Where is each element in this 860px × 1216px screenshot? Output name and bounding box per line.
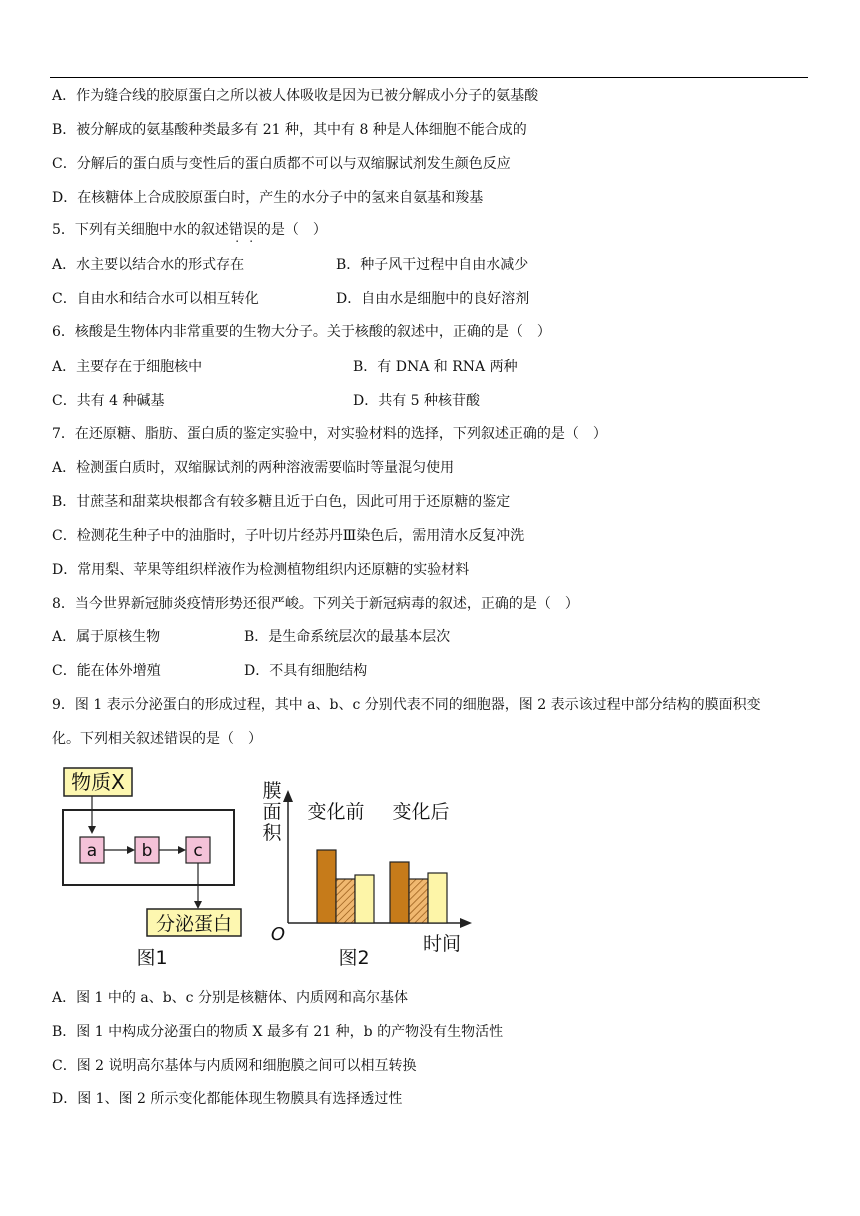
q7-option-c: C．检测花生种子中的油脂时，子叶切片经苏丹Ⅲ染色后，需用清水反复冲洗 <box>52 528 525 544</box>
q7-option-b: B．甘蔗茎和甜菜块根都含有较多糖且近于白色，因此可用于还原糖的鉴定 <box>52 494 511 510</box>
figure-1-caption: 图1 <box>136 947 168 969</box>
q8-option-a: A．属于原核生物 <box>52 629 161 645</box>
q5-stem-before: 5．下列有关细胞中水的叙述 <box>52 222 229 238</box>
q5-option-d: D．自由水是细胞中的良好溶剂 <box>336 291 530 307</box>
q9-stem-line-1: 9．图 1 表示分泌蛋白的形成过程，其中 a、b、c 分别代表不同的细胞器，图 2 表示该过程中部分结构的膜面积变 <box>52 697 761 713</box>
q5-option-a: A．水主要以结合水的形式存在 <box>52 257 245 273</box>
figure-2 <box>262 780 472 969</box>
x-axis-arrowhead <box>460 918 472 928</box>
q5-stem <box>52 220 327 240</box>
q8-option-b: B．是生命系统层次的最基本层次 <box>244 629 451 645</box>
q9-option-b: B．图 1 中构成分泌蛋白的物质 X 最多有 21 种，b 的产物没有生物活性 <box>52 1024 504 1040</box>
bar-before-hatched <box>336 879 355 923</box>
q9-option-d: D．图 1、图 2 所示变化都能体现生物膜具有选择透过性 <box>52 1091 403 1107</box>
q9-option-a: A．图 1 中的 a、b、c 分别是核糖体、内质网和高尔基体 <box>52 990 408 1006</box>
q9-option-c: C．图 2 说明高尔基体与内质网和细胞膜之间可以相互转换 <box>52 1058 417 1074</box>
q6-option-a: A．主要存在于细胞核中 <box>52 359 203 375</box>
q4-option-a: A．作为缝合线的胶原蛋白之所以被人体吸收是因为已被分解成小分子的氨基酸 <box>52 88 539 104</box>
arrow-x-to-a-head <box>88 826 96 834</box>
q8-option-c: C．能在体外增殖 <box>52 663 161 679</box>
q5-option-c: C．自由水和结合水可以相互转化 <box>52 291 259 307</box>
q5-stem-after: 的是（ ） <box>256 222 327 238</box>
q6-option-c: C．共有 4 种碱基 <box>52 393 165 409</box>
secreted-protein-label: 分泌蛋白 <box>155 913 233 935</box>
legend-after: 变化后 <box>392 801 450 823</box>
header-rule <box>50 77 808 78</box>
q6-option-d: D．共有 5 种核苷酸 <box>353 393 481 409</box>
bar-before-light <box>355 875 374 923</box>
x-axis-label: 时间 <box>422 933 462 955</box>
q4-option-b: B．被分解成的氨基酸种类最多有 21 种，其中有 8 种是人体细胞不能合成的 <box>52 122 527 138</box>
q4-option-c: C．分解后的蛋白质与变性后的蛋白质都不可以与双缩脲试剂发生颜色反应 <box>52 156 511 172</box>
arrow-c-to-output-head <box>194 901 202 909</box>
organelle-a-label: a <box>86 841 98 861</box>
organelle-b-label: b <box>141 841 153 861</box>
q8-stem: 8．当今世界新冠肺炎疫情形势还很严峻。下列关于新冠病毒的叙述，正确的是（ ） <box>52 596 579 612</box>
figure-1 <box>63 768 241 969</box>
substance-x-label: 物质X <box>71 770 125 794</box>
bar-after-hatched <box>409 879 428 923</box>
q6-stem: 6．核酸是生物体内非常重要的生物大分子。关于核酸的叙述中，正确的是（ ） <box>52 324 551 340</box>
q5-option-b: B．种子风干过程中自由水减少 <box>336 257 529 273</box>
bar-after-light <box>428 873 447 923</box>
q6-option-b: B．有 DNA 和 RNA 两种 <box>353 359 518 375</box>
legend-before: 变化前 <box>307 801 365 823</box>
arrow-b-to-c-head <box>178 846 186 854</box>
q5-stem-emphasis-1: 错 <box>228 222 243 238</box>
q5-stem-emphasis-2: 误 <box>242 222 257 238</box>
figure-2-caption: 图2 <box>338 947 370 969</box>
q7-stem: 7．在还原糖、脂肪、蛋白质的鉴定实验中，对实验材料的选择，下列叙述正确的是（ ） <box>52 426 607 442</box>
y-axis-label-char-3: 积 <box>262 822 282 844</box>
q9-stem-line-2: 化。下列相关叙述错误的是（ ） <box>52 731 262 747</box>
y-axis-label-char-2: 面 <box>262 801 282 823</box>
q9-figure <box>54 760 474 970</box>
bar-after-solid <box>390 862 409 923</box>
q8-option-d: D．不具有细胞结构 <box>244 663 368 679</box>
origin-label: O <box>270 924 286 945</box>
bar-before-solid <box>317 850 336 923</box>
organelle-c-label: c <box>193 841 203 861</box>
y-axis-arrowhead <box>283 790 293 802</box>
arrow-a-to-b-head <box>127 846 135 854</box>
q4-option-d: D．在核糖体上合成胶原蛋白时，产生的水分子中的氢来自氨基和羧基 <box>52 190 484 206</box>
q7-option-d: D．常用梨、苹果等组织样液作为检测植物组织内还原糖的实验材料 <box>52 562 470 578</box>
q7-option-a: A．检测蛋白质时，双缩脲试剂的两种溶液需要临时等量混匀使用 <box>52 460 455 476</box>
y-axis-label-char-1: 膜 <box>262 780 282 802</box>
